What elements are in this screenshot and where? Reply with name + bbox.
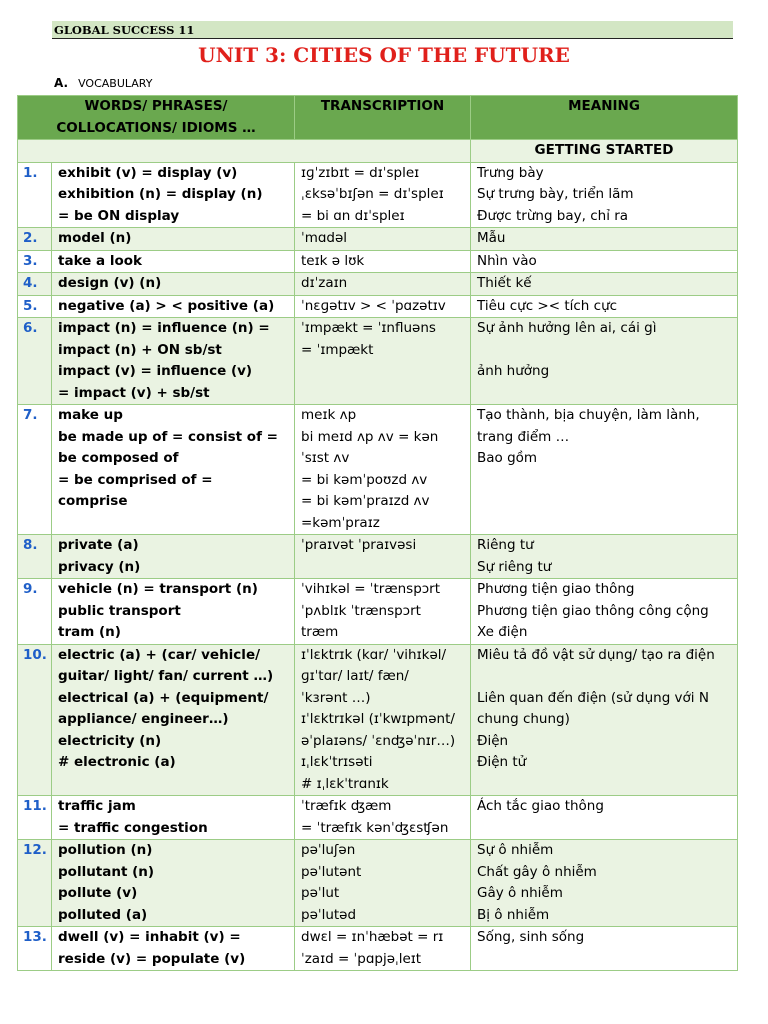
- book-title: GLOBAL SUCCESS 11: [54, 23, 195, 37]
- word-cell: [52, 796, 295, 840]
- column-header-words: WORDS/ PHRASES/ COLLOCATIONS/ IDIOMS …: [18, 96, 295, 140]
- words-line: design (v) (n): [58, 275, 162, 291]
- meaning-line: ảnh hưởng: [477, 363, 550, 379]
- meaning-line: Sống, sinh sống: [477, 929, 585, 945]
- meaning-line: Chất gây ô nhiễm: [477, 863, 597, 880]
- meaning-cell: [471, 273, 738, 296]
- word-cell: [52, 579, 295, 645]
- row-number-text: 11.: [23, 798, 47, 814]
- trans-line: ˈtræfɪk ʤæm: [301, 798, 392, 814]
- trans-line: # ɪˌlɛkˈtrɑnɪk: [301, 775, 389, 792]
- transcription-cell: [295, 535, 471, 579]
- word-cell: [52, 250, 295, 273]
- row-number: [18, 579, 52, 645]
- words-line: dwell (v) = inhabit (v) =: [58, 929, 241, 945]
- row-number-text: 3.: [23, 252, 38, 269]
- transcription-cell: [295, 840, 471, 927]
- word-cell: [52, 318, 295, 405]
- trans-line: ˈsɪst ʌv: [301, 450, 350, 466]
- trans-line: = bi kəmˈpraɪzd ʌv: [301, 493, 430, 509]
- word-cell: [52, 273, 295, 296]
- meaning-line: Nhìn vào: [477, 252, 537, 269]
- meaning-line: Xe điện: [477, 624, 528, 640]
- words-line: polluted (a): [58, 906, 148, 923]
- meaning-line: Miêu tả đồ vật sử dụng/ tạo ra điện: [477, 646, 715, 663]
- transcription-cell: [295, 644, 471, 796]
- trans-line: ɡɪˈtɑr/ laɪt/ fæn/: [301, 668, 409, 684]
- words-line: electrical (a) + (equipment/: [58, 689, 269, 706]
- trans-line: teɪk ə lʊk: [301, 252, 365, 269]
- word-cell: [52, 228, 295, 251]
- meaning-line: Mẫu: [477, 230, 506, 246]
- section-letter: A.: [54, 76, 69, 90]
- trans-line: =kəmˈpraɪz: [301, 514, 380, 531]
- unit-title: UNIT 3: CITIES OF THE FUTURE: [198, 43, 570, 67]
- section-heading: [54, 76, 152, 90]
- row-number: [18, 228, 52, 251]
- word-cell: [52, 295, 295, 318]
- words-line: pollution (n): [58, 842, 153, 858]
- words-line: impact (v) = influence (v): [58, 363, 253, 379]
- trans-line: ˈɪmpækt = ˈɪnfluəns: [301, 320, 436, 336]
- row-number-text: 9.: [23, 581, 38, 597]
- row-number: [18, 796, 52, 840]
- transcription-cell: [295, 579, 471, 645]
- meaning-line: chung chung): [477, 711, 570, 727]
- word-cell: [52, 162, 295, 228]
- trans-line: bi meɪd ʌp ʌv = kən: [301, 428, 439, 445]
- words-line: vehicle (n) = transport (n): [58, 581, 258, 597]
- words-line: take a look: [58, 252, 142, 269]
- words-line: = traffic congestion: [58, 819, 208, 836]
- row-number: [18, 840, 52, 927]
- trans-line: ɪˌlɛkˈtrɪsəti: [301, 754, 373, 770]
- trans-line: pəˈluʃən: [301, 842, 356, 858]
- trans-line: = ˈɪmpækt: [301, 341, 374, 358]
- meaning-line: Tạo thành, bịa chuyện, làm lành,: [477, 407, 700, 423]
- table-row: [18, 644, 738, 796]
- table-row: [18, 228, 738, 251]
- words-line: public transport: [58, 602, 181, 619]
- trans-line: ɪɡˈzɪbɪt = dɪˈspleɪ: [301, 164, 420, 181]
- trans-line: ˈmɑdəl: [301, 230, 348, 246]
- trans-line: ˈpraɪvət ˈpraɪvəsi: [301, 537, 417, 553]
- meaning-cell: [471, 927, 738, 971]
- meaning-cell: [471, 250, 738, 273]
- row-number: [18, 535, 52, 579]
- trans-line: pəˈlutənt: [301, 863, 362, 880]
- transcription-cell: [295, 927, 471, 971]
- table-row: [18, 927, 738, 971]
- meaning-line: Riêng tư: [477, 537, 534, 553]
- meaning-line: [477, 666, 731, 688]
- row-number: [18, 927, 52, 971]
- trans-line: ˈpʌblɪk ˈtrænspɔrt: [301, 602, 421, 619]
- words-line: reside (v) = populate (v): [58, 950, 246, 967]
- table-row: [18, 579, 738, 645]
- meaning-line: Phương tiện giao thông: [477, 581, 635, 597]
- table-row: [18, 250, 738, 273]
- row-number: [18, 162, 52, 228]
- trans-line: ɪˈlɛktrɪkəl (ɪˈkwɪpmənt/: [301, 711, 455, 727]
- words-line: electric (a) + (car/ vehicle/: [58, 646, 261, 663]
- trans-line: ɪˈlɛktrɪk (kɑr/ ˈvihɪkəl/: [301, 646, 447, 663]
- row-number: [18, 250, 52, 273]
- meaning-line: Thiết kế: [477, 275, 532, 291]
- column-header-meaning: MEANING: [471, 96, 738, 140]
- row-number-text: 7.: [23, 407, 38, 423]
- words-line: privacy (n): [58, 558, 141, 575]
- word-cell: [52, 405, 295, 535]
- meaning-line: Trưng bày: [477, 164, 544, 181]
- meaning-line: Tiêu cực >< tích cực: [477, 297, 618, 314]
- words-line: be composed of: [58, 450, 179, 466]
- transcription-cell: [295, 228, 471, 251]
- words-line: traffic jam: [58, 798, 136, 814]
- words-line: = impact (v) + sb/st: [58, 384, 210, 401]
- words-line: pollute (v): [58, 885, 138, 901]
- row-number-text: 2.: [23, 230, 38, 246]
- meaning-line: Điện: [477, 732, 509, 749]
- meaning-line: Điện tử: [477, 754, 527, 770]
- meaning-line: Sự riêng tư: [477, 558, 552, 575]
- trans-line: = ˈtræfɪk kənˈʤɛsʧən: [301, 819, 449, 836]
- meaning-line: Bao gồm: [477, 450, 538, 466]
- meaning-cell: [471, 644, 738, 796]
- trans-line: ˈnɛɡətɪv > < ˈpɑzətɪv: [301, 297, 446, 314]
- row-number: [18, 295, 52, 318]
- meaning-line: Bị ô nhiễm: [477, 906, 550, 923]
- meaning-line: [477, 340, 731, 362]
- words-line: pollutant (n): [58, 863, 155, 880]
- trans-line: dwɛl = ɪnˈhæbət = rɪ: [301, 929, 444, 945]
- trans-line: = bi ɑn dɪˈspleɪ: [301, 207, 405, 224]
- words-line: model (n): [58, 230, 132, 246]
- row-number: [18, 405, 52, 535]
- meaning-cell: [471, 405, 738, 535]
- transcription-cell: [295, 318, 471, 405]
- transcription-cell: [295, 295, 471, 318]
- words-line: # electronic (a): [58, 754, 176, 770]
- word-cell: [52, 927, 295, 971]
- words-line: = be comprised of =: [58, 471, 213, 488]
- transcription-cell: [295, 162, 471, 228]
- word-cell: [52, 644, 295, 796]
- row-number: [18, 318, 52, 405]
- row-number-text: 6.: [23, 320, 38, 336]
- meaning-line: Gây ô nhiễm: [477, 885, 563, 901]
- meaning-cell: [471, 535, 738, 579]
- row-number: [18, 644, 52, 796]
- table-row: [18, 295, 738, 318]
- words-line: be made up of = consist of =: [58, 428, 278, 445]
- trans-line: ˌɛksəˈbɪʃən = dɪˈspleɪ: [301, 186, 444, 202]
- book-header: [52, 21, 733, 39]
- table-row: [18, 318, 738, 405]
- words-line: exhibition (n) = display (n): [58, 186, 263, 202]
- meaning-cell: [471, 162, 738, 228]
- trans-line: ˈkɜrənt …): [301, 689, 371, 706]
- trans-line: pəˈlutəd: [301, 906, 357, 923]
- row-number-text: 1.: [23, 164, 38, 181]
- word-cell: [52, 535, 295, 579]
- transcription-cell: [295, 405, 471, 535]
- meaning-line: Phương tiện giao thông công cộng: [477, 602, 709, 619]
- meaning-line: Sự ảnh hưởng lên ai, cái gì: [477, 320, 657, 336]
- trans-line: dɪˈzaɪn: [301, 275, 348, 291]
- meaning-line: Được trừng bay, chỉ ra: [477, 207, 629, 224]
- words-line: negative (a) > < positive (a): [58, 297, 275, 314]
- table-row: [18, 840, 738, 927]
- trans-line: ˈvihɪkəl = ˈtrænspɔrt: [301, 581, 441, 597]
- meaning-line: Sự trưng bày, triển lãm: [477, 186, 634, 202]
- row-number: [18, 273, 52, 296]
- row-number-text: 13.: [23, 929, 47, 945]
- meaning-cell: [471, 318, 738, 405]
- meaning-line: Liên quan đến điện (sử dụng với N: [477, 689, 709, 706]
- words-line: = be ON display: [58, 207, 180, 224]
- subsection-row: [18, 140, 738, 163]
- word-cell: [52, 840, 295, 927]
- table-header-row: [18, 96, 738, 140]
- table-row: [18, 535, 738, 579]
- row-number-text: 4.: [23, 275, 38, 291]
- row-number-text: 8.: [23, 537, 38, 553]
- row-number-text: 10.: [23, 646, 47, 663]
- words-line: private (a): [58, 537, 139, 553]
- words-line: comprise: [58, 493, 128, 509]
- meaning-cell: [471, 796, 738, 840]
- row-number-text: 12.: [23, 842, 47, 858]
- section-name: VOCABULARY: [78, 77, 153, 90]
- meaning-cell: [471, 840, 738, 927]
- table-row: [18, 796, 738, 840]
- words-line: exhibit (v) = display (v): [58, 164, 238, 181]
- meaning-line: Sự ô nhiễm: [477, 842, 554, 858]
- trans-line: ˈzaɪd = ˈpɑpjəˌleɪt: [301, 950, 422, 967]
- words-line: guitar/ light/ fan/ current …): [58, 668, 274, 684]
- table-row: [18, 162, 738, 228]
- words-line: electricity (n): [58, 732, 162, 749]
- column-header-transcription: TRANSCRIPTION: [295, 96, 471, 140]
- meaning-cell: [471, 228, 738, 251]
- trans-line: pəˈlut: [301, 885, 340, 901]
- words-line: tram (n): [58, 624, 121, 640]
- words-line: impact (n) = influence (n) =: [58, 320, 270, 336]
- vocabulary-table: [17, 95, 738, 971]
- words-line: appliance/ engineer…): [58, 711, 229, 727]
- meaning-line: trang điểm …: [477, 428, 570, 445]
- transcription-cell: [295, 273, 471, 296]
- row-number-text: 5.: [23, 297, 38, 314]
- trans-line: meɪk ʌp: [301, 407, 357, 423]
- table-row: [18, 273, 738, 296]
- words-line: make up: [58, 407, 123, 423]
- table-row: [18, 405, 738, 535]
- trans-line: træm: [301, 624, 339, 640]
- meaning-cell: [471, 295, 738, 318]
- trans-line: = bi kəmˈpoʊzd ʌv: [301, 471, 428, 488]
- transcription-cell: [295, 796, 471, 840]
- meaning-cell: [471, 579, 738, 645]
- subsection-label: GETTING STARTED: [471, 140, 738, 163]
- transcription-cell: [295, 250, 471, 273]
- words-line: impact (n) + ON sb/st: [58, 341, 222, 358]
- meaning-line: Ách tắc giao thông: [477, 798, 604, 814]
- trans-line: əˈplaɪəns/ ˈɛnʤəˈnɪr…): [301, 732, 456, 749]
